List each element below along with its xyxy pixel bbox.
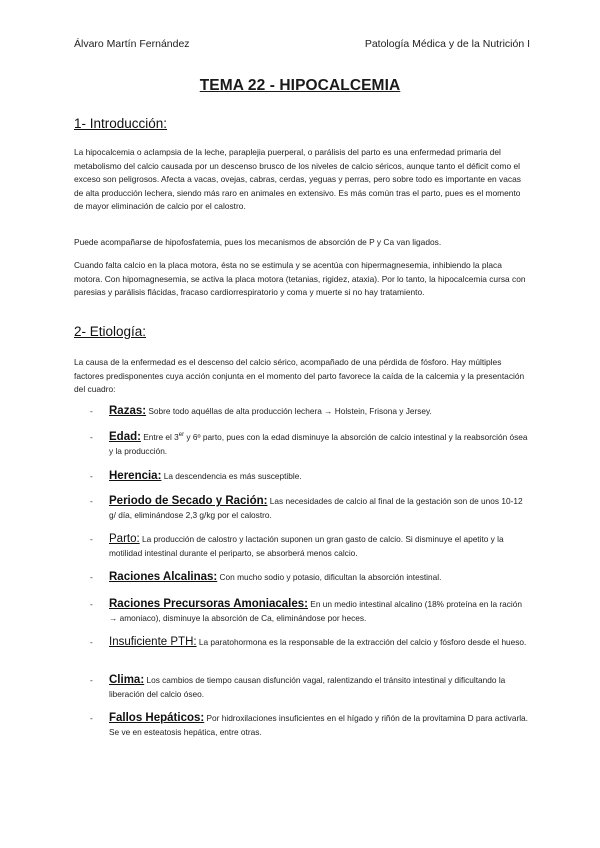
item-text: Entre el 3 [140,432,179,442]
item-term: Clima: [109,674,145,686]
item-term: Parto: [109,533,140,545]
item-text: Sobre todo aquéllas de alta producción lechera → Holstein, Frisona y Jersey. [146,406,432,416]
item-term: Razas: [109,405,147,417]
section-heading-etiologia: 2- Etiología: [74,324,147,339]
item-text: Con mucho sodio y potasio, dificultan la absorción intestinal. [217,572,442,582]
document-title: TEMA 22 - HIPOCALCEMIA [199,77,401,94]
item-term: Edad: [109,431,141,443]
header-course: Patología Médica y de la Nutrición I [364,38,530,50]
intro-paragraph-2: Puede acompañarse de hipofosfatemia, pues los mecanismos de absorción de P y Ca van ligados. [74,237,442,247]
item-term: Herencia: [109,470,162,482]
intro-paragraph-1: La hipocalcemia o aclampsia de la leche, paraplejia puerperal, o parálisis del parto es una enfermedad primaria del metabolismo del calcio causada por un descenso brusco de los niveles de calcio séricos, aunque tanto el déficit como el exceso son peligrosos. Afecta a vacas, ovejas, cabras, cerdas, yeguas y perras, pero sobre todo es importante en vacas de alta producción lechera, siendo más raro en animales en extensivo. Es más común tras el parto, pues es el momento de mayor eliminación de calcio por el calostro. [74,147,521,211]
item-text: Las necesidades de calcio al final de la gestación son de unos 10-12 g/ día, eliminándose 2,3 g/kg por el calostro. [109,496,523,520]
item-text: La descendencia es más susceptible. [161,471,302,481]
intro-paragraph-3: Cuando falta calcio en la placa motora, ésta no se estimula y se acentúa con hipermagnesemia, inhibiendo la placa motora. Con hipomagnesemia, se activa la placa motora (tetanias, rigidez, ataxia). Por lo tanto, la hipocalcemia cursa con paresias y parálisis flácidas, fracaso cardiorrespiratorio y coma y muerte si no hay tratamiento. [74,260,526,297]
item-text: Por hidroxilaciones insuficientes en el hígado y riñón de la provitamina D para activarla. Se ve en esteatosis hepática, entre otras. [109,713,528,737]
item-text: y 6º parto, pues con la edad disminuye la absorción de calcio intestinal y la reabsorción ósea y la producción. [109,432,528,456]
page-header [74,38,530,50]
item-text: En un medio intestinal alcalino (18% proteína en la ración → amoniaco), disminuye la absorción de Ca, eliminándose por heces. [109,599,523,623]
header-author: Álvaro Martín Fernández [74,38,190,50]
item-term: Raciones Alcalinas: [109,571,218,583]
etiology-paragraph: La causa de la enfermedad es el descenso del calcio sérico, acompañado de una pérdida de fósforo. Hay múltiples factores predisponentes cuya acción conjunta en el momento del parto favorece la caída de la calcemia y la presentación del cuadro: [74,357,525,394]
item-text: La producción de calostro y lactación suponen un gran gasto de calcio. Si disminuye el apetito y la motilidad intestinal durante el periparto, se absorberá menos calcio. [109,534,504,558]
item-term: Fallos Hepáticos: [109,712,205,724]
item-text: Los cambios de tiempo causan disfunción vagal, ralentizando el tránsito intestinal y dificultando la liberación del calcio óseo. [109,675,506,699]
item-term: Insuficiente PTH: [109,636,197,648]
item-term: Periodo de Secado y Ración: [109,495,268,507]
item-term: Raciones Precursoras Amoniacales: [109,598,308,610]
section-heading-introduccion: 1- Introducción: [74,116,168,131]
item-text: La paratohormona es la responsable de la extracción del calcio y fósforo desde el hueso. [196,637,527,647]
item-superscript: er [178,432,185,439]
